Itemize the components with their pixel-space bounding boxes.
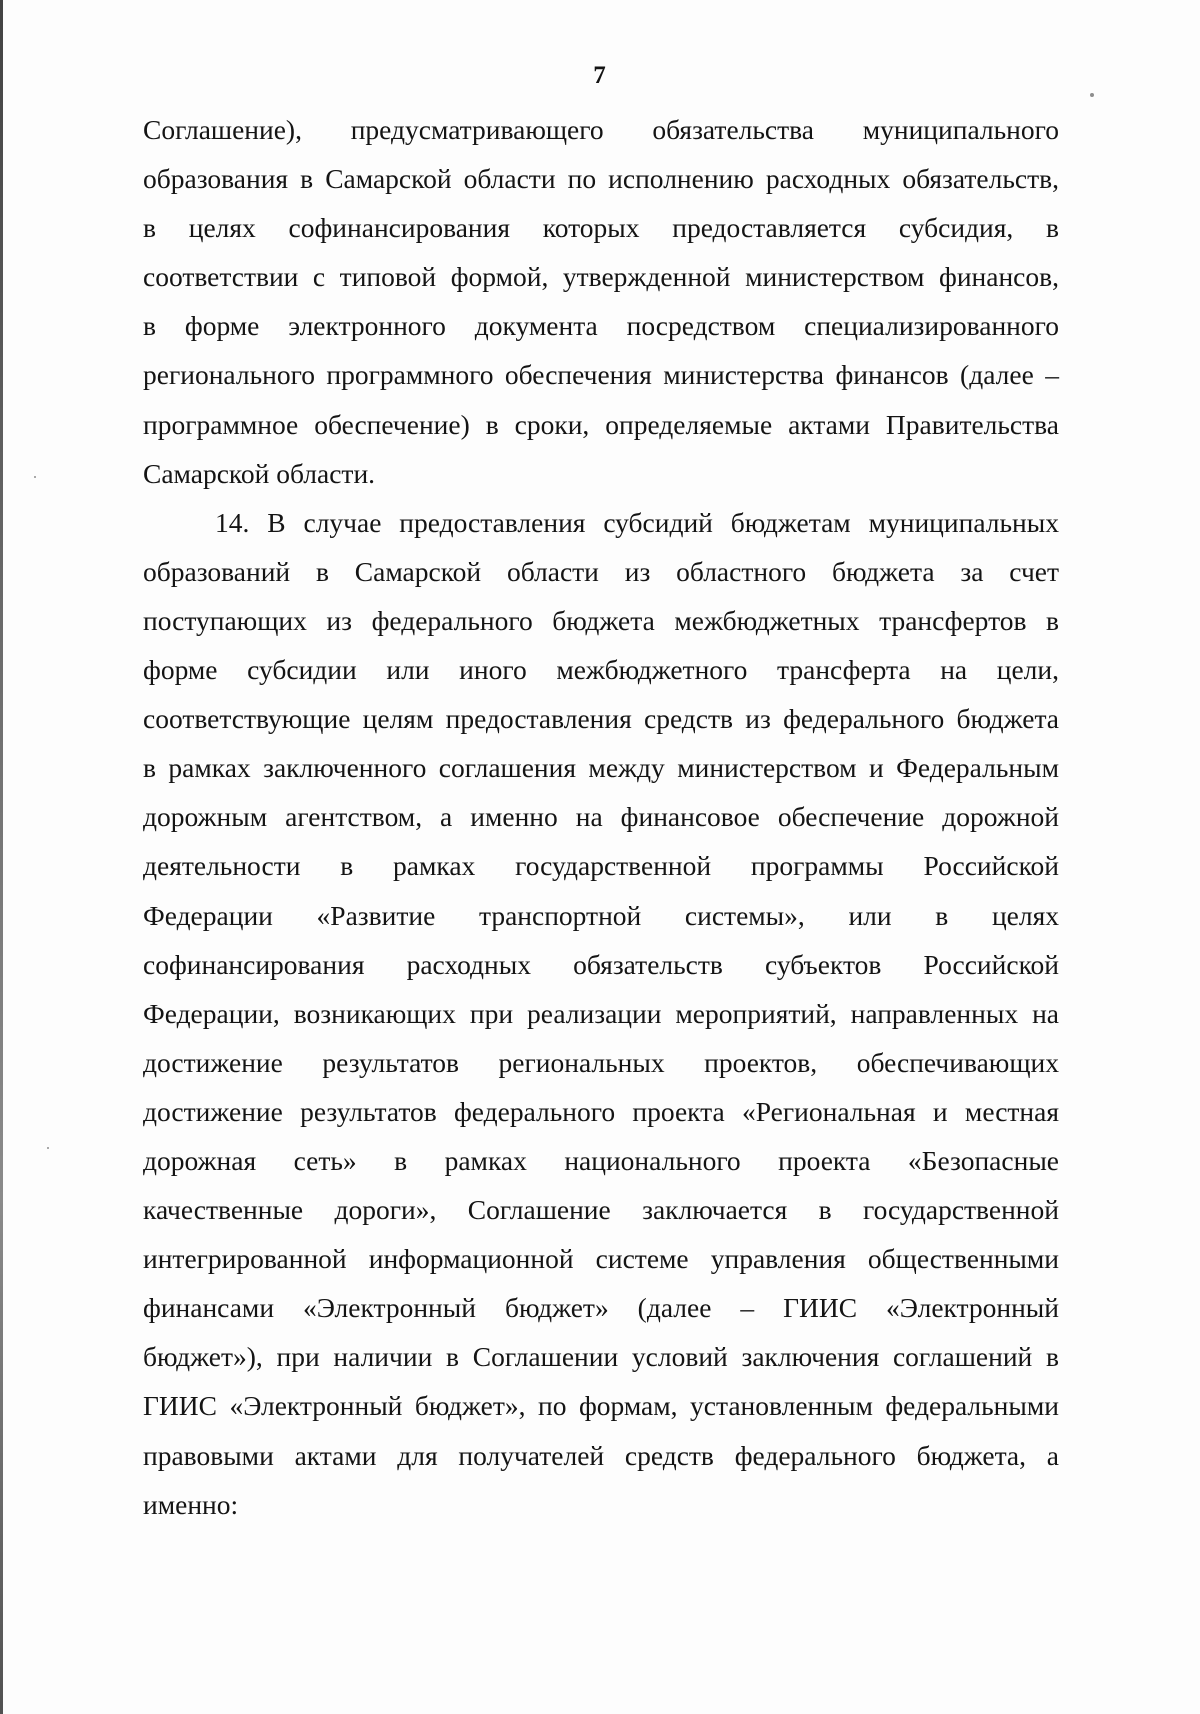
- text-line: бюджет»), при наличии в Соглашении условий заключения соглашений в: [143, 1341, 1059, 1373]
- text-line: в рамках заключенного соглашения между министерством и Федеральным: [143, 752, 1059, 784]
- text-line: ГИИС «Электронный бюджет», по формам, установленным федеральными: [143, 1390, 1059, 1422]
- text-line: деятельности в рамках государственной программы Российской: [143, 850, 1059, 882]
- document-body: [143, 105, 1059, 1529]
- text-line: софинансирования расходных обязательств субъектов Российской: [143, 948, 1059, 980]
- text-line: достижение результатов федерального проекта «Региональная и местная: [143, 1095, 1059, 1127]
- text-line: 14. В случае предоставления субсидий бюджетам муниципальных: [215, 506, 1059, 538]
- text-line: программное обеспечение) в сроки, определяемые актами Правительства: [143, 408, 1059, 440]
- text-line: Самарской области.: [143, 457, 376, 489]
- text-line: форме субсидии или иного межбюджетного трансферта на цели,: [143, 654, 1059, 686]
- text-line: соответствии с типовой формой, утвержденной министерством финансов,: [143, 261, 1059, 293]
- text-line: интегрированной информационной системе управления общественными: [143, 1243, 1059, 1275]
- text-line: качественные дороги», Соглашение заключается в государственной: [143, 1194, 1059, 1226]
- text-line: в форме электронного документа посредством специализированного: [143, 310, 1059, 342]
- scan-speck: [1090, 93, 1094, 97]
- text-line: Соглашение), предусматривающего обязательства муниципального: [143, 114, 1059, 145]
- text-line: дорожным агентством, а именно на финансовое обеспечение дорожной: [143, 801, 1059, 833]
- scan-edge: [0, 0, 3, 1714]
- text-line: достижение результатов региональных проектов, обеспечивающих: [143, 1046, 1059, 1078]
- text-line: в целях софинансирования которых предоставляется субсидия, в: [143, 212, 1059, 244]
- scan-speck: [34, 476, 36, 478]
- paragraph-item-14: [143, 498, 1059, 1529]
- text-line: соответствующие целям предоставления средств из федерального бюджета: [143, 703, 1059, 735]
- scan-speck: [47, 1147, 49, 1149]
- text-line: дорожная сеть» в рамках национального проекта «Безопасные: [143, 1144, 1059, 1176]
- text-line: правовыми актами для получателей средств федерального бюджета, а: [143, 1439, 1059, 1471]
- text-line: Федерации «Развитие транспортной системы», или в целях: [143, 899, 1059, 931]
- text-line: финансами «Электронный бюджет» (далее – ГИИС «Электронный: [143, 1292, 1059, 1324]
- text-line: поступающих из федерального бюджета межбюджетных трансфертов в: [143, 604, 1059, 636]
- text-line: образования в Самарской области по исполнению расходных обязательств,: [143, 163, 1059, 195]
- text-line: именно:: [143, 1488, 239, 1520]
- text-line: Федерации, возникающих при реализации мероприятий, направленных на: [143, 997, 1059, 1029]
- page-number: 7: [593, 62, 607, 89]
- text-line: образований в Самарской области из областного бюджета за счет: [143, 555, 1059, 587]
- text-line: регионального программного обеспечения министерства финансов (далее –: [143, 359, 1059, 391]
- paragraph-continuation: [143, 105, 1059, 498]
